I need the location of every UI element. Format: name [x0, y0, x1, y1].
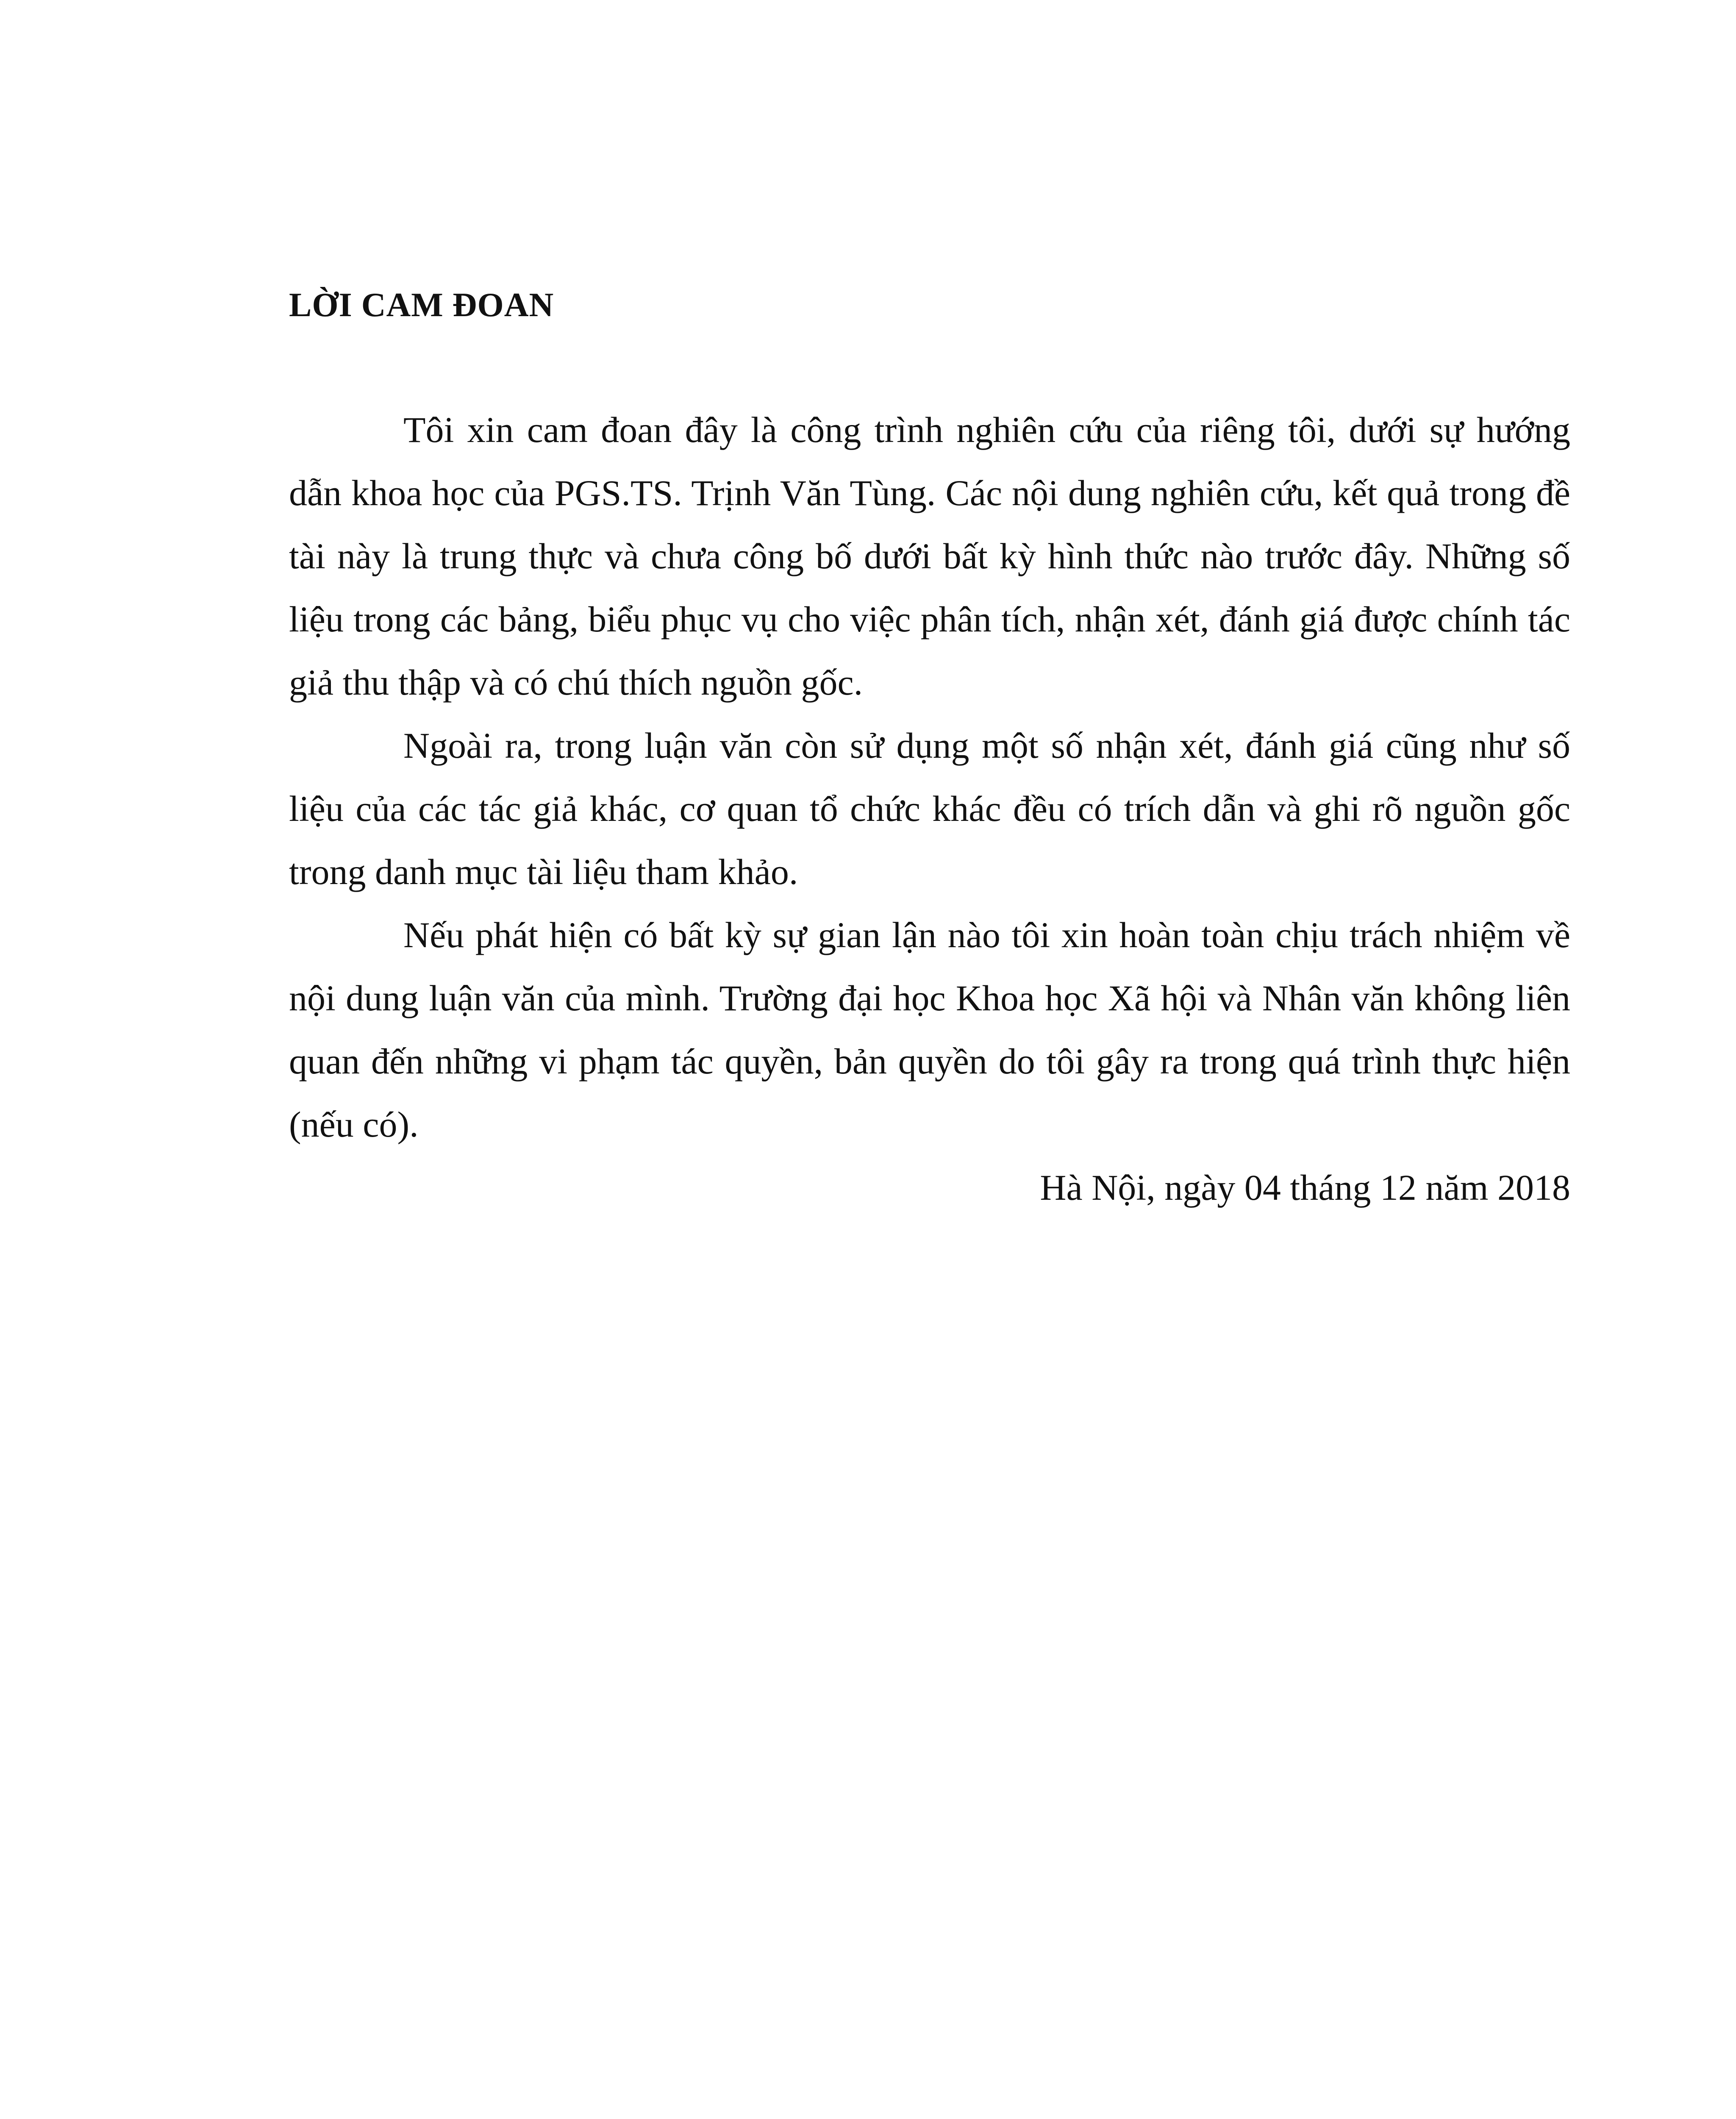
paragraph-citations: Ngoài ra, trong luận văn còn sử dụng một số nhận xét, đánh giá cũng như số liệu của các tác giả khác, cơ quan tổ chức khác đều có trích dẫn và ghi rõ nguồn gốc trong danh mục tài liệu tham khảo.: [289, 725, 1570, 892]
paragraph-declaration: Tôi xin cam đoan đây là công trình nghiên cứu của riêng tôi, dưới sự hướng dẫn khoa học của PGS.TS. Trịnh Văn Tùng. Các nội dung nghiên cứu, kết quả trong đề tài này là trung thực và chưa công bố dưới bất kỳ hình thức nào trước đây. Những số liệu trong các bảng, biểu phục vụ cho việc phân tích, nhận xét, đánh giá được chính tác giả thu thập và có chú thích nguồn gốc.: [289, 409, 1570, 703]
page-title: LỜI CAM ĐOAN: [289, 286, 554, 324]
date-line: Hà Nội, ngày 04 tháng 12 năm 2018: [1040, 1167, 1570, 1208]
declaration-body: [289, 398, 1570, 1219]
paragraph-responsibility: Nếu phát hiện có bất kỳ sự gian lận nào tôi xin hoàn toàn chịu trách nhiệm về nội dung luận văn của mình. Trường đại học Khoa học Xã hội và Nhân văn không liên quan đến những vi phạm tác quyền, bản quyền do tôi gây ra trong quá trình thực hiện (nếu có).: [289, 915, 1570, 1145]
